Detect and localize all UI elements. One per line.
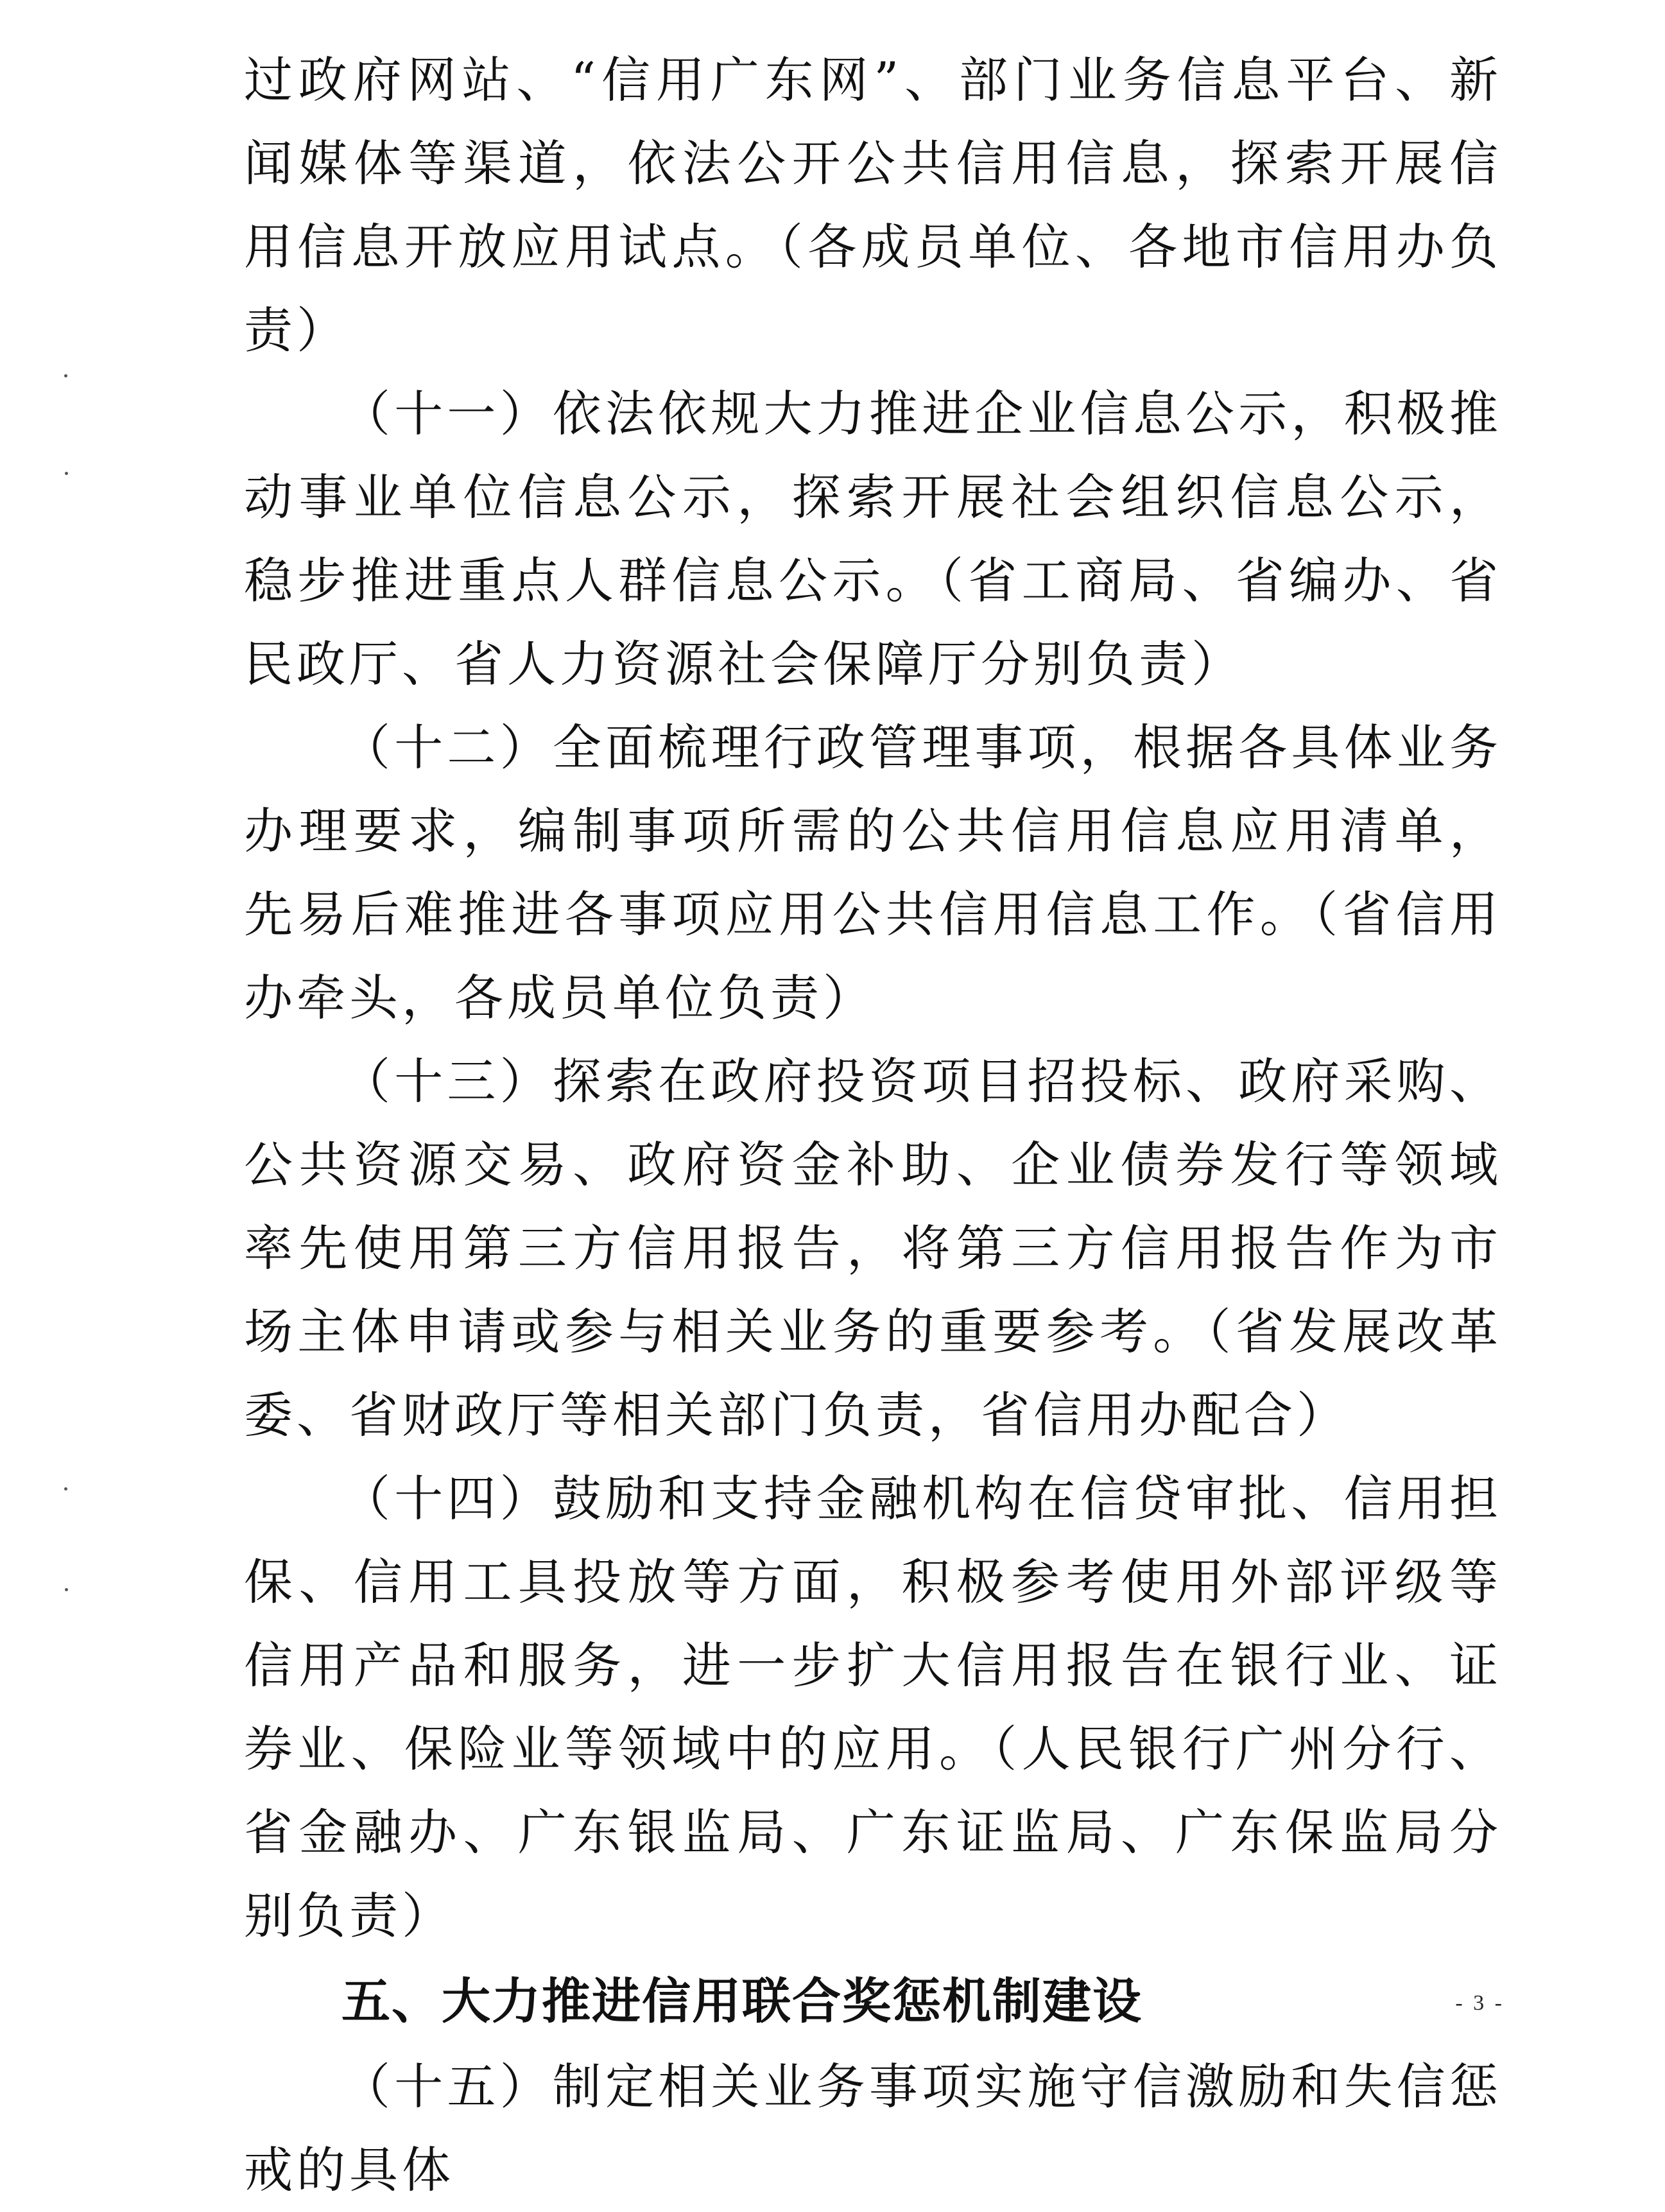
paragraph-item-11: （十一）依法依规大力推进企业信息公示，积极推动事业单位信息公示，探索开展社会组织信息公示，稳步推进重点人群信息公示。（省工商局、省编办、省民政厅、省人力资源社会保障厅分别负责） <box>244 385 1502 693</box>
scan-artifact-dot <box>64 1487 67 1491</box>
paragraph-item-14: （十四）鼓励和支持金融机构在信贷审批、信用担保、信用工具投放等方面，积极参考使用外部评级等信用产品和服务，进一步扩大信用报告在银行业、证券业、保险业等领域中的应用。（人民银行广州分行、省金融办、广东银监局、广东证监局、广东保监局分别负责） <box>244 1470 1502 1944</box>
paragraph-item-15: （十五）制定相关业务事项实施守信激励和失信惩戒的具体 <box>244 2058 1502 2199</box>
page-number: - 3 - <box>1455 1991 1505 2015</box>
scan-artifact-dot <box>64 374 67 377</box>
section-heading: 五、大力推进信用联合奖惩机制建设 <box>341 1973 1143 2030</box>
paragraph-item-12: （十二）全面梳理行政管理事项，根据各具体业务办理要求，编制事项所需的公共信用信息应用清单，先易后难推进各事项应用公共信用信息工作。（省信用办牵头，各成员单位负责） <box>244 719 1502 1026</box>
paragraph-continuation: 过政府网站、“信用广东网”、部门业务信息平台、新闻媒体等渠道，依法公开公共信用信息，探索开展信用信息开放应用试点。（各成员单位、各地市信用办负责） <box>244 51 1502 359</box>
paragraph-item-13: （十三）探索在政府投资项目招投标、政府采购、公共资源交易、政府资金补助、企业债券发行等领域率先使用第三方信用报告，将第三方信用报告作为市场主体申请或参与相关业务的重要参考。（省发展改革委、省财政厅等相关部门负责，省信用办配合） <box>244 1053 1502 1444</box>
scan-artifact-dot <box>65 1588 68 1591</box>
scan-artifact-dot <box>65 472 68 475</box>
document-body <box>244 39 1502 2212</box>
